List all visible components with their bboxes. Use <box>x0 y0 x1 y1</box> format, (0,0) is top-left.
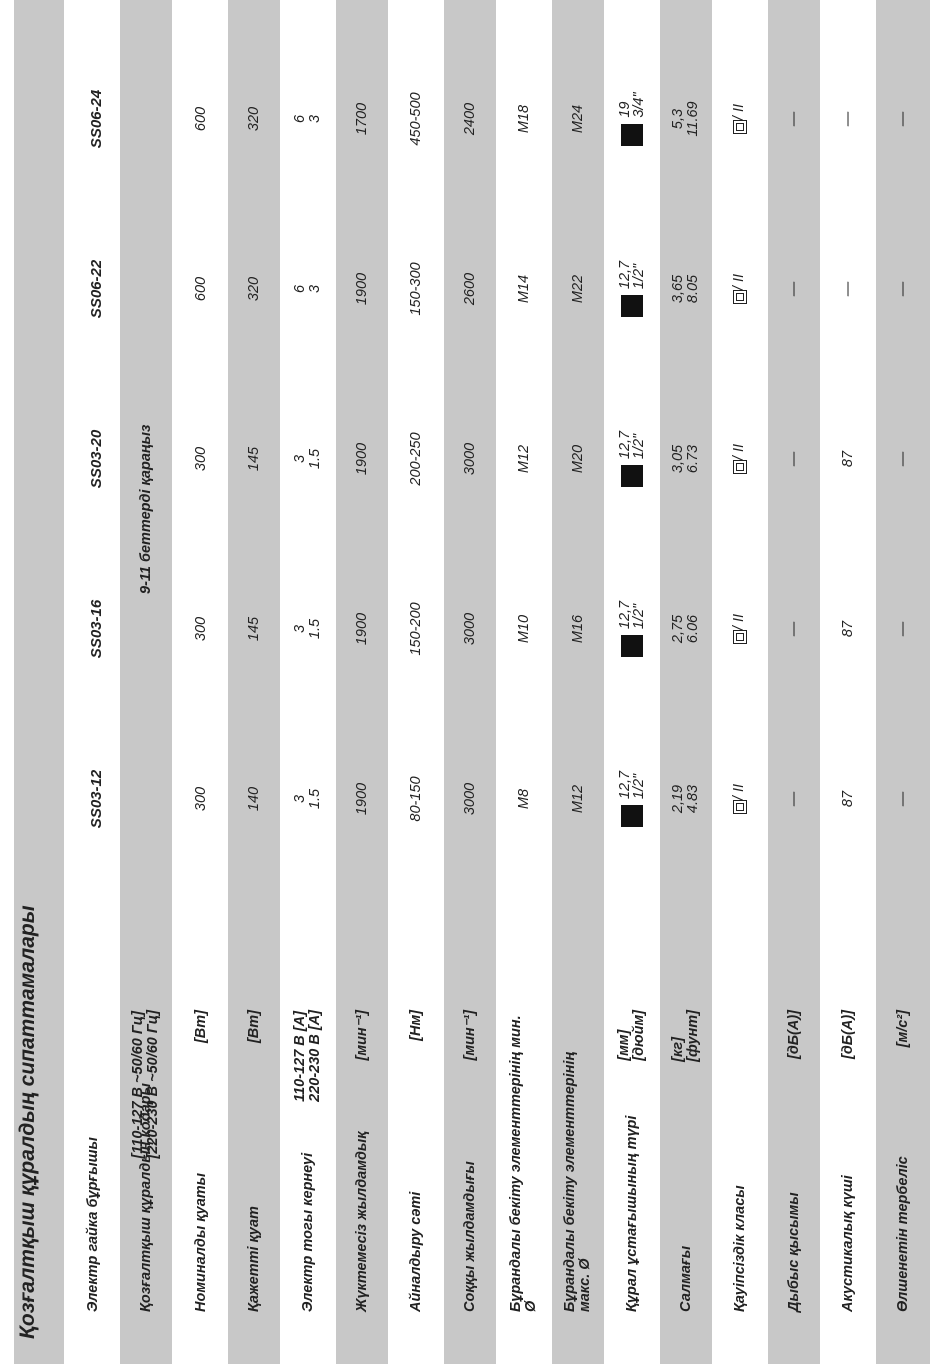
row-value: — <box>894 451 911 467</box>
row-label: Қозғалтқыш құралдың кодары <box>137 1083 154 1312</box>
row-value <box>732 384 747 534</box>
safety-class-text: / II <box>731 273 747 291</box>
row-value: 2600 <box>461 272 478 306</box>
row-value: 80-150 <box>407 776 424 822</box>
row-value: — <box>894 791 911 807</box>
row-value: 2,19 4.83 <box>670 784 701 814</box>
row-value: M24 <box>569 104 586 134</box>
row-value <box>618 724 646 874</box>
row-value: 2400 <box>461 102 478 136</box>
row-value: 3 1.5 <box>292 618 323 640</box>
safety-class-text: / II <box>731 613 747 631</box>
row-value: M12 <box>569 784 586 814</box>
row-label: Айналдыру сәті <box>407 1191 424 1312</box>
tool-holder-square-icon <box>621 635 643 657</box>
row-value: 145 <box>245 446 262 472</box>
row-unit: [Нм] <box>407 1010 424 1041</box>
row-label: Өлшенетін тербеліс <box>894 1156 911 1312</box>
row-value: 300 <box>192 786 209 812</box>
row-value: 600 <box>192 106 209 132</box>
row-value: M18 <box>515 104 532 134</box>
row-value: 2,75 6.06 <box>670 614 701 644</box>
row-value: — <box>785 281 802 297</box>
row-value: 3,05 6.73 <box>670 444 701 474</box>
class-ii-icon <box>733 800 747 814</box>
row-unit: [мин⁻¹] <box>353 1010 370 1061</box>
row-label: Соққы жылдамдығы <box>461 1161 478 1312</box>
tool-holder-square-icon <box>621 295 643 317</box>
row-value: 3000 <box>461 612 478 646</box>
row-value: 600 <box>192 276 209 302</box>
row-value: — <box>785 791 802 807</box>
row-value: 3 1.5 <box>292 448 323 470</box>
row-value <box>618 214 646 364</box>
row-value: — <box>839 281 856 297</box>
row-unit: [мин⁻¹] <box>461 1010 478 1061</box>
tool-holder-size: 12,7 1/2" <box>617 430 647 460</box>
tool-holder-size: 12,7 1/2" <box>617 770 647 800</box>
row-value <box>618 44 646 194</box>
tool-holder-square-icon <box>621 465 643 487</box>
row-value: M20 <box>569 444 586 474</box>
row-value: — <box>894 111 911 127</box>
row-value: 320 <box>245 276 262 302</box>
row-unit: [кг] [фунт] <box>670 1010 701 1062</box>
row-value: 150-200 <box>407 602 424 656</box>
row-value <box>732 44 747 194</box>
model-header-2: SS03-16 <box>88 599 105 659</box>
model-header-3: SS03-20 <box>88 429 105 489</box>
row-value: 450-500 <box>407 92 424 146</box>
row-label: Электр гайка бұрғышы <box>84 1137 101 1312</box>
row-value: — <box>839 111 856 127</box>
row-value: M10 <box>515 614 532 644</box>
merged-note: 9-11 беттерді қараңыз <box>138 424 154 594</box>
row-value: 145 <box>245 616 262 642</box>
tool-holder-square-icon <box>621 805 643 827</box>
row-value <box>618 384 646 534</box>
row-unit: 110-127 В [A] 220-230 В [A] <box>292 1010 323 1102</box>
row-value: — <box>785 621 802 637</box>
row-value: 3,65 8.05 <box>670 274 701 304</box>
model-header-4: SS06-22 <box>88 259 105 319</box>
row-label: Акустикалық күші <box>839 1175 856 1312</box>
row-unit: [110-127 В ~50/60 Гц] [220-230 В ~50/60 Гц] <box>130 1010 161 1159</box>
row-label: Бұрандалы бекіту элементтерінің макс. Ø <box>562 1051 593 1312</box>
row-unit: [м/с²] <box>894 1010 911 1048</box>
tool-holder-size: 19 3/4" <box>617 92 647 118</box>
class-ii-icon <box>733 460 747 474</box>
row-label: Номиналды қуаты <box>192 1172 209 1312</box>
row-value: 1900 <box>353 442 370 476</box>
row-value: 300 <box>192 616 209 642</box>
tool-holder-size: 12,7 1/2" <box>617 600 647 630</box>
row-value: 3000 <box>461 442 478 476</box>
row-value: M14 <box>515 274 532 304</box>
tool-holder-square-icon <box>621 124 643 146</box>
row-label: Қажетті қуат <box>245 1206 262 1312</box>
row-unit: [Вт] <box>245 1010 262 1044</box>
model-header-1: SS03-12 <box>88 769 105 829</box>
row-value: M12 <box>515 444 532 474</box>
row-label: Құрал ұстағышының түрі <box>623 1115 640 1312</box>
row-value: 87 <box>839 790 856 808</box>
row-label: Жүктемесіз жылдамдық <box>353 1131 370 1312</box>
safety-class-text: / II <box>731 103 747 121</box>
row-value: M22 <box>569 274 586 304</box>
row-value <box>618 554 646 704</box>
row-value: 3000 <box>461 782 478 816</box>
safety-class-text: / II <box>731 783 747 801</box>
row-label: Дыбыс қысымы <box>785 1192 802 1312</box>
model-header-5: SS06-24 <box>88 89 105 149</box>
class-ii-icon <box>733 290 747 304</box>
row-value: 150-300 <box>407 262 424 316</box>
row-value: 87 <box>839 450 856 468</box>
row-value: 1900 <box>353 782 370 816</box>
row-value <box>732 724 747 874</box>
row-value: — <box>894 621 911 637</box>
row-unit: [мм] [дюйм] <box>616 1010 647 1061</box>
row-value: 87 <box>839 620 856 638</box>
row-value: — <box>785 451 802 467</box>
row-value: 1900 <box>353 272 370 306</box>
row-label: Салмағы <box>677 1245 694 1312</box>
row-value: 140 <box>245 786 262 812</box>
safety-class-text: / II <box>731 443 747 461</box>
row-value: 1700 <box>353 102 370 136</box>
row-value: 300 <box>192 446 209 472</box>
row-value: 6 3 <box>292 284 323 294</box>
row-value: 5,3 11.69 <box>670 101 701 137</box>
class-ii-icon <box>733 120 747 134</box>
class-ii-icon <box>733 630 747 644</box>
row-value: 6 3 <box>292 114 323 124</box>
page-title: Қозғалтқыш құралдың сипаттамалары <box>16 905 39 1339</box>
row-value: 200-250 <box>407 432 424 486</box>
row-label: Бұрандалы бекіту элементтерінің мин. Ø <box>508 1015 539 1312</box>
row-value <box>732 214 747 364</box>
row-value: 3 1.5 <box>292 788 323 810</box>
row-value: — <box>894 281 911 297</box>
row-value: 320 <box>245 106 262 132</box>
row-value: — <box>785 111 802 127</box>
row-unit: [Вт] <box>192 1010 209 1044</box>
row-label: Электр тогы кернеуі <box>299 1152 316 1312</box>
row-unit: [дБ(А)] <box>839 1010 856 1060</box>
row-value: M8 <box>515 788 532 810</box>
row-value <box>732 554 747 704</box>
tool-holder-size: 12,7 1/2" <box>617 260 647 290</box>
row-label: Қауіпсіздік класы <box>731 1185 748 1312</box>
row-value: M16 <box>569 614 586 644</box>
row-value: 1900 <box>353 612 370 646</box>
row-unit: [дБ(А)] <box>785 1010 802 1060</box>
